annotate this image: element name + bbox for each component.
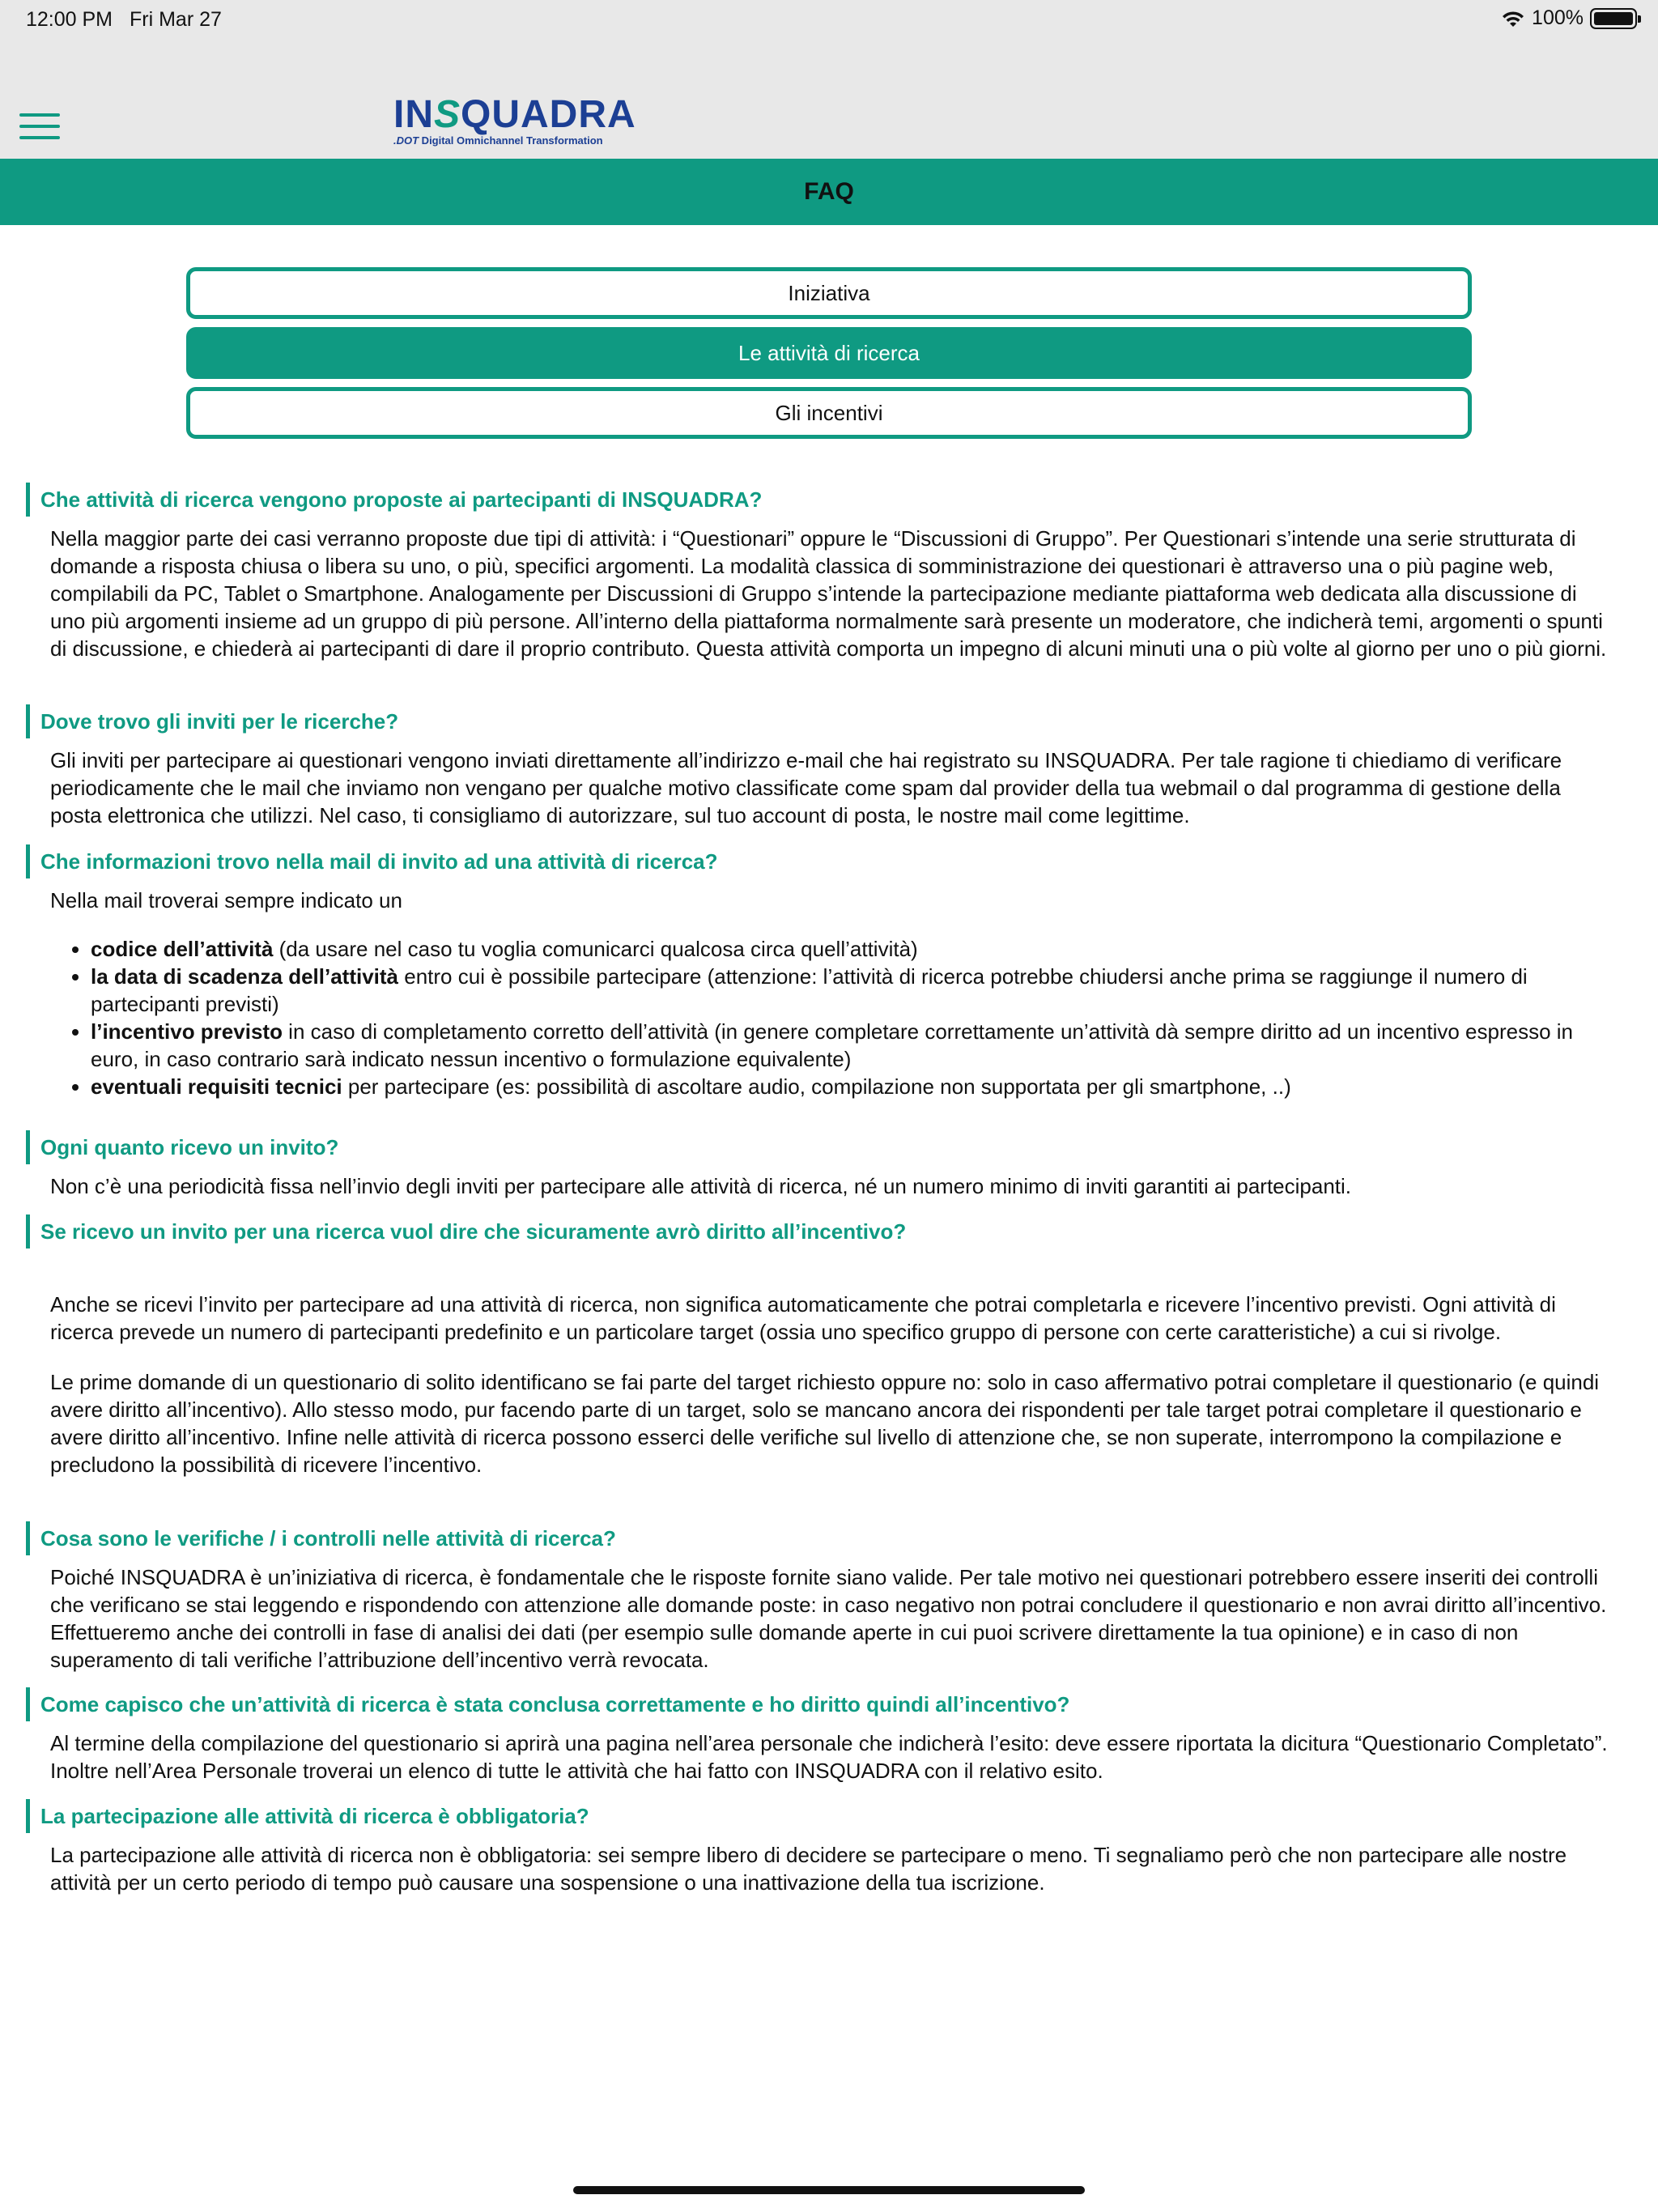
faq-answer-paragraph: Nella maggior parte dei casi verranno proposte due tipi di attività: i “Questionari” oppure le “Discussioni di Gruppo”. Per Questionari s’intende una serie strutturata di domande a risposta chiusa o libera su uno, o più, specifici argomenti. La modalità classica di somministrazione dei questionari è attraverso una o più pagine web, compilabili da PC, Tablet o Smartphone. Analogamente per Discussioni di Gruppo s’intende la partecipazione mediante piattaforma web dedicata alla discussione di uno più argomenti insieme ad un gruppo di più persone. All’interno della piattaforma normalmente sarà presente un moderatore, che indicherà temi, argomenti o spunti di discussione, e chiederà ai partecipanti di dare il proprio contributo. Questa attività comporta un impegno di alcuni minuti una o più volte al giorno per uno o più giorni.: [50, 526, 1607, 661]
faq-item: [26, 1214, 1613, 1478]
faq-item: [26, 483, 1613, 662]
battery-percent: 100%: [1532, 6, 1584, 29]
bullet-bold-term: eventuali requisiti tecnici: [91, 1074, 342, 1099]
faq-bullet-list: [50, 935, 1613, 1100]
bullet-text: in caso di completamento corretto dell’attività (in genere completare correttamente un’attività dà sempre diritto ad un incentivo espresso in euro, in caso contrario sarà indicato nessun incentivo o formulazione equivalente): [91, 1019, 1573, 1071]
faq-question[interactable]: La partecipazione alle attività di ricerca è obbligatoria?: [26, 1799, 1613, 1833]
faq-item: [26, 1521, 1613, 1674]
faq-bullet-item: [91, 1018, 1613, 1073]
faq-question[interactable]: Ogni quanto ricevo un invito?: [26, 1130, 1613, 1164]
status-right: [1501, 6, 1637, 30]
faq-question[interactable]: Cosa sono le verifiche / i controlli nelle attività di ricerca?: [26, 1521, 1613, 1555]
faq-answer: [50, 525, 1613, 662]
faq-bullet-item: [91, 935, 1613, 963]
faq-question[interactable]: Che attività di ricerca vengono proposte ai partecipanti di INSQUADRA?: [26, 483, 1613, 517]
faq-answer: [50, 1729, 1613, 1784]
faq-item: [26, 1799, 1613, 1896]
faq-answer: [50, 1291, 1613, 1478]
status-bar: [0, 0, 1658, 39]
faq-answer-paragraph: Gli inviti per partecipare ai questionari vengono inviati direttamente all’indirizzo e-mail che hai registrato su INSQUADRA. Per tale ragione ti chiediamo di verificare periodicamente che le mail che inviamo non vengano per qualche motivo classificate come spam dal provider della tua webmail o dal programma di gestione della posta elettronica che utilizzi. Nel caso, ti consigliamo di autorizzare, sul tuo account di posta, le nostre mail come legittime.: [50, 748, 1562, 827]
faq-answer-paragraph: Nella mail troverai sempre indicato un: [50, 888, 402, 912]
logo-tagline: .DOT Digital Omnichannel Transformation: [393, 134, 603, 147]
bullet-bold-term: la data di scadenza dell’attività: [91, 964, 399, 989]
faq-question[interactable]: Se ricevo un invito per una ricerca vuol dire che sicuramente avrò diritto all’incentivo?: [26, 1214, 1613, 1249]
tab-1[interactable]: Le attività di ricerca: [186, 327, 1472, 379]
faq-bullet-item: [91, 1073, 1613, 1100]
menu-icon[interactable]: [19, 113, 60, 143]
bullet-bold-term: codice dell’attività: [91, 937, 274, 961]
faq-answer: [50, 1841, 1613, 1896]
status-date: Fri Mar 27: [130, 8, 222, 31]
bullet-bold-term: l’incentivo previsto: [91, 1019, 283, 1044]
faq-answer: [50, 1563, 1613, 1674]
tab-0[interactable]: Iniziativa: [186, 267, 1472, 319]
faq-bullet-item: [91, 963, 1613, 1018]
insquadra-logo: [393, 93, 636, 147]
home-indicator[interactable]: [573, 2186, 1085, 2194]
faq-answer-paragraph: Anche se ricevi l’invito per partecipare ad una attività di ricerca, non significa automaticamente che potrai completarla e ricevere l’incentivo previsti. Ogni attività di ricerca prevede un numero di partecipanti predefinito e un particolare target (ossia uno specifico gruppo di persone con certe caratteristiche) a cui si rivolge.: [50, 1292, 1556, 1344]
battery-icon: [1590, 8, 1637, 29]
bullet-text: entro cui è possibile partecipare (attenzione: l’attività di ricerca potrebbe chiudersi anche prima se raggiunge il numero di partecipanti previsti): [91, 964, 1528, 1016]
faq-item: [26, 844, 1613, 1100]
faq-item: [26, 704, 1613, 829]
faq-answer-paragraph: Non c’è una periodicità fissa nell’invio degli inviti per partecipare alle attività di ricerca, né un numero minimo di inviti garantiti ai partecipanti.: [50, 1174, 1352, 1198]
faq-answer: [50, 747, 1613, 829]
faq-answer: [50, 887, 1613, 1100]
faq-question[interactable]: Che informazioni trovo nella mail di invito ad una attività di ricerca?: [26, 844, 1613, 878]
status-time: 12:00 PM: [26, 8, 113, 31]
faq-answer-paragraph: La partecipazione alle attività di ricerca non è obbligatoria: sei sempre libero di decidere se partecipare o meno. Ti segnaliamo però che non partecipare alle nostre attività per un certo periodo di tempo può causare una sospensione o una inattivazione della tua iscrizione.: [50, 1843, 1567, 1895]
bullet-text: per partecipare (es: possibilità di ascoltare audio, compilazione non supportata per gli smartphone, ..): [342, 1074, 1291, 1099]
faq-question[interactable]: Dove trovo gli inviti per le ricerche?: [26, 704, 1613, 738]
wifi-icon: [1501, 9, 1525, 28]
faq-item: [26, 1687, 1613, 1784]
tab-2[interactable]: Gli incentivi: [186, 387, 1472, 439]
logo-wordmark: INSQUADRA: [393, 93, 636, 136]
app-header: [0, 39, 1658, 159]
faq-answer-paragraph: Le prime domande di un questionario di solito identificano se fai parte del target richiesto oppure no: solo in caso affermativo potrai completare il questionario (e quindi avere diritto all’incentivo). Allo stesso modo, pur facendo parte di un target, solo se mancano ancora dei rispondenti per tale target potrai completare il questionario e avere diritto all’incentivo. Infine nelle attività di ricerca possono esserci delle verifiche sul livello di attenzione che, se non superate, interrompono la compilazione e precludono la possibilità di ricevere l’incentivo.: [50, 1370, 1600, 1477]
page-title: FAQ: [0, 159, 1658, 225]
faq-item: [26, 1130, 1613, 1200]
faq-answer-paragraph: Poiché INSQUADRA è un’iniziativa di ricerca, è fondamentale che le risposte fornite siano valide. Per tale motivo nei questionari potrebbero essere inseriti dei controlli che verificano se stai leggendo e rispondendo con attenzione alle domande poste: in caso negativo non potrai concludere il questionario e non avrai diritto all’incentivo. Effettueremo anche dei controlli in fase di analisi dei dati (per esempio sulle domande aperte in cui puoi scrivere direttamente la tua opinione) e in caso di non superamento di tali verifiche l’attribuzione dell’incentivo verrà revocata.: [50, 1565, 1607, 1672]
faq-answer-paragraph: Al termine della compilazione del questionario si aprirà una pagina nell’area personale che indicherà l’esito: deve essere riportata la dicitura “Questionario Completato”. Inoltre nell’Area Personale troverai un elenco di tutte le attività che hai fatto con INSQUADRA con il relativo esito.: [50, 1731, 1608, 1783]
faq-answer: [50, 1172, 1613, 1200]
bullet-text: (da usare nel caso tu voglia comunicarci qualcosa circa quell’attività): [273, 937, 918, 961]
faq-question[interactable]: Come capisco che un’attività di ricerca è stata conclusa correttamente e ho diritto quindi all’incentivo?: [26, 1687, 1613, 1721]
